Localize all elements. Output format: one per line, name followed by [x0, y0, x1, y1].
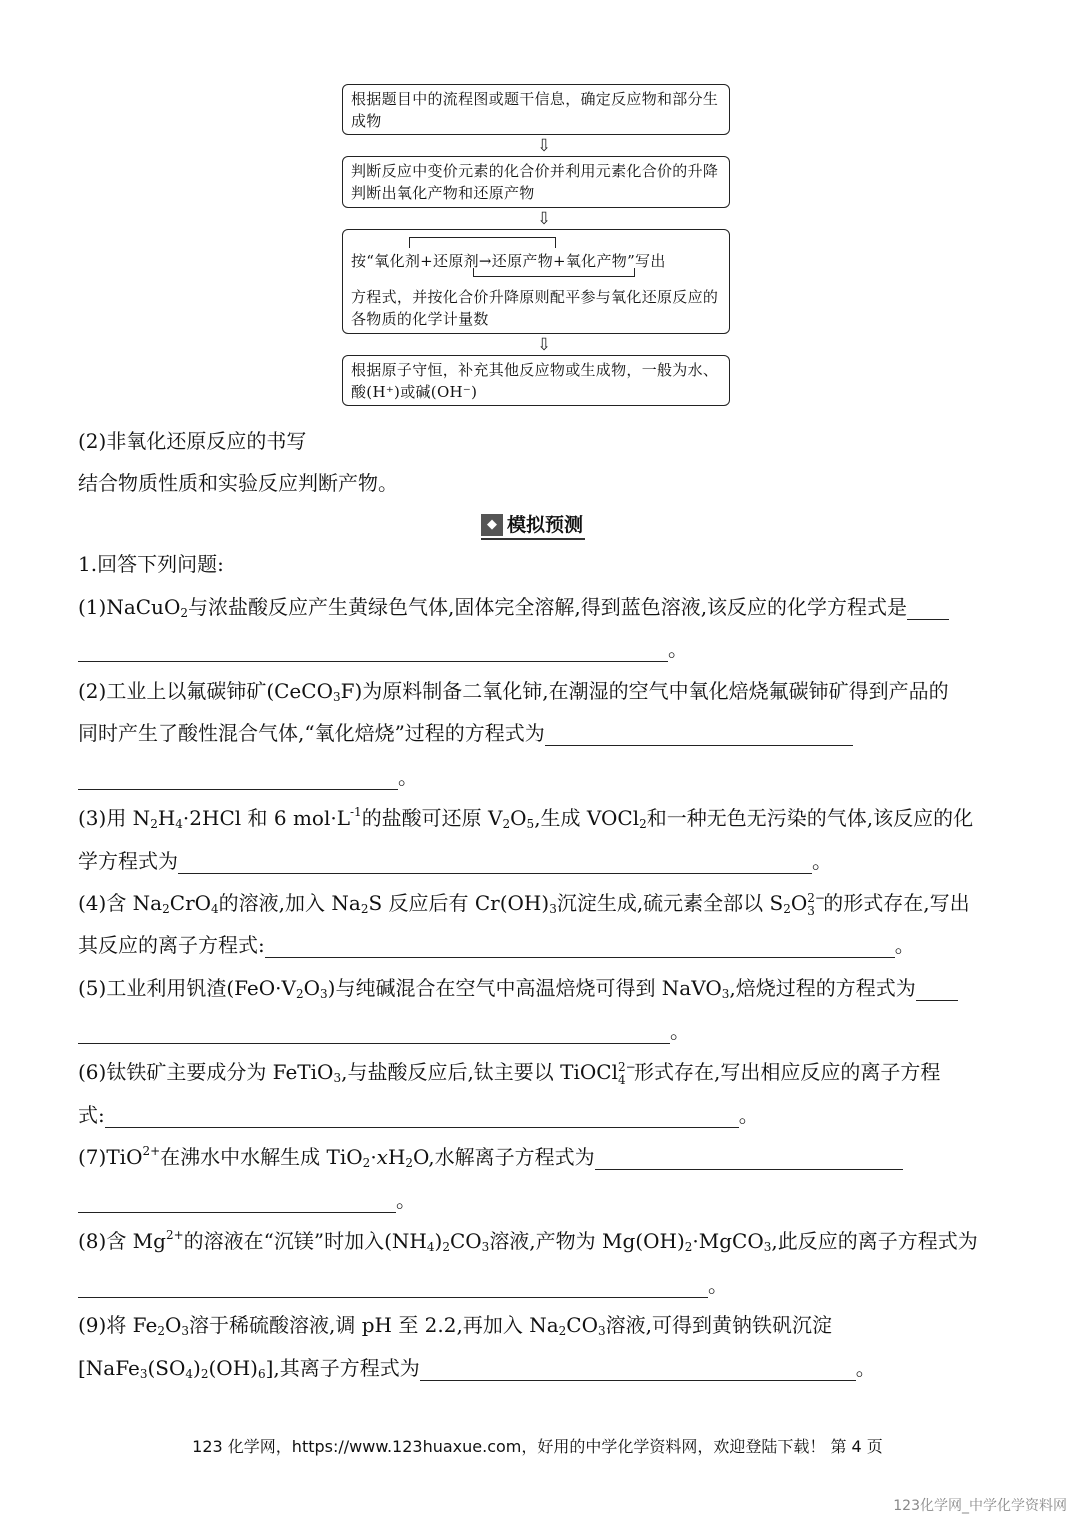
flow-step-1: 根据题目中的流程图或题干信息，确定反应物和部分生成物 [342, 84, 730, 135]
q3-text: (3)用 N [78, 806, 151, 830]
question-2-line3 [78, 764, 418, 790]
subsection-body: 结合物质性质和实验反应判断产物。 [78, 471, 398, 495]
flow-step-2: 判断反应中变价元素的化合价并利用元素化合价的升降判断出氧化产物和还原产物 [342, 156, 730, 208]
q4-text: 沉淀生成,硫元素全部以 S [556, 891, 784, 915]
electron-transfer-bracket-bottom [473, 268, 635, 277]
flow-step-3-line1: 按“氧化剂+还原剂→还原产物+氧化产物”写出 [351, 252, 666, 270]
answer-blank[interactable] [178, 853, 812, 874]
q8-text: 溶液,产物为 Mg(OH) [489, 1229, 685, 1253]
q1-text: (1)NaCuO [78, 595, 181, 619]
question-2-line2 [78, 720, 853, 746]
q1-text: 与浓盐酸反应产生黄绿色气体,固体完全溶解,得到蓝色溶液,该反应的化学方程式是 [187, 595, 908, 619]
question-9: (9)将 $Fe_2O_3$溶于稀硫酸溶液,调 pH 至 2.2,再加入 $Na_2CO_3$溶液,可得到黄钠铁矾沉淀 [78, 1313, 832, 1338]
q8-text: CO [449, 1229, 482, 1253]
down-arrow-icon: ⇩ [536, 335, 552, 355]
q8-text: (8)含 Mg [78, 1229, 166, 1253]
practice-header-label: 模拟预测 [507, 514, 584, 536]
period: 。 [894, 933, 915, 957]
q4-text: 的溶液,加入 Na [218, 891, 361, 915]
subsection-title: (2)非氧化还原反应的书写 [78, 429, 307, 453]
q7-text: O,水解离子方程式为 [413, 1145, 595, 1169]
q9-text: (9)将 Fe [78, 1313, 158, 1337]
q3-text: 学方程式为 [78, 849, 178, 873]
answer-blank[interactable] [78, 1192, 396, 1213]
question-3-line2 [78, 848, 832, 874]
question-1-line2 [78, 636, 688, 662]
question-3: (3)用 $N_2H_4\cdot 2HCl$ 和 6 $mol\cdot L^{-1}$的盐酸可还原 $V_2O_5$,生成 VOCl$_2$和一种无色无污染的气体,该反应的化 [78, 805, 974, 831]
period: 。 [708, 1273, 728, 1297]
answer-blank[interactable] [595, 1149, 903, 1170]
period: 。 [738, 1103, 759, 1127]
answer-blank[interactable] [907, 599, 949, 620]
q4-text: CrO [169, 891, 212, 915]
q2-text: F)为原料制备二氧化铈,在潮湿的空气中氧化焙烧氟碳铈矿得到产品的 [340, 679, 949, 703]
question-6-line2 [78, 1102, 759, 1128]
q3-text: ,生成 VOCl [534, 806, 640, 830]
diamond-icon: ◆ [481, 514, 503, 536]
answer-blank[interactable] [105, 1107, 739, 1128]
flow-step-3-line2: 方程式，并按化合价升降原则配平参与氧化还原反应的各物质的化学计量数 [351, 288, 719, 328]
question-5-line2 [78, 1018, 690, 1044]
question-1: (1)NaCuO$_2$与浓盐酸反应产生黄绿色气体,固体完全溶解,得到蓝色溶液,该反应的化学方程式是 [78, 594, 949, 620]
q2-text: 同时产生了酸性混合气体,“氧化焙烧”过程的方程式为 [78, 721, 545, 745]
q8-text: 的溶液在“沉镁”时加入(NH [183, 1229, 427, 1253]
q9-text: (SO [147, 1356, 186, 1380]
question-6: (6)钛铁矿主要成分为 FeTiO$_3$,与盐酸反应后,钛主要以 TiOCl 2− 4 形式存在,写出相应反应的离子方程 [78, 1059, 941, 1087]
answer-blank[interactable] [78, 769, 398, 790]
q4-text: 的形式存在,写出 [823, 891, 970, 915]
answer-blank[interactable] [916, 980, 958, 1001]
q6-text: (6)钛铁矿主要成分为 FeTiO [78, 1060, 334, 1084]
q3-text: 的盐酸可还原 V [361, 806, 503, 830]
q6-text: ,与盐酸反应后,钛主要以 TiOCl [341, 1060, 618, 1084]
page-footer: 123 化学网，https://www.123huaxue.com，好用的中学化学资料网，欢迎登陆下载！ 第 4 页 [192, 1437, 883, 1456]
answer-blank[interactable] [78, 1023, 670, 1044]
period: 。 [670, 1019, 690, 1043]
period: 。 [668, 637, 688, 661]
answer-blank[interactable] [420, 1360, 856, 1381]
answer-blank[interactable] [545, 725, 853, 746]
question-4: (4)含 $Na_2CrO_4$的溶液,加入 $Na_2S$ 反应后有 $Cr(OH)_3$沉淀生成,硫元素全部以 $S_2O$ 2− 3 的形式存在,写出 [78, 890, 970, 918]
practice-header [481, 512, 585, 540]
answer-blank[interactable] [78, 641, 668, 662]
q3-text: ·2HCl 和 6 mol·L [182, 806, 350, 830]
q9-text: ],其离子方程式为 [265, 1356, 420, 1380]
down-arrow-icon: ⇩ [536, 209, 552, 229]
answer-blank[interactable] [265, 937, 895, 958]
flow-step-4: 根据原子守恒，补充其他反应物或生成物，一般为水、酸(H⁺)或碱(OH⁻) [342, 355, 730, 406]
question-7-line2 [78, 1187, 416, 1213]
answer-blank[interactable] [78, 1277, 708, 1298]
q6-text: 式: [78, 1103, 105, 1127]
q5-text: )与纯碱混合在空气中高温焙烧可得到 NaVO [327, 976, 722, 1000]
q7-text: (7)TiO [78, 1145, 143, 1169]
q4-text: (4)含 Na [78, 891, 163, 915]
question-8-line2 [78, 1272, 728, 1298]
q6-text: 形式存在,写出相应反应的离子方程 [634, 1060, 941, 1084]
q7-text: 在沸水中水解生成 TiO [160, 1145, 363, 1169]
period: 。 [398, 765, 418, 789]
down-arrow-icon: ⇩ [536, 136, 552, 156]
question-9-line2: $[NaFe_3(SO_4)_2(OH)_6]$,其离子方程式为 。 [78, 1356, 876, 1381]
question-intro: 1.回答下列问题: [78, 552, 224, 576]
q7-text: · [370, 1145, 377, 1169]
question-2: (2)工业上以氟碳铈矿(CeCO$_3$F)为原料制备二氧化铈,在潮湿的空气中氧化焙烧氟碳铈矿得到产品的 [78, 679, 949, 704]
watermark: 123化学网_中学化学资料网 [893, 1498, 1067, 1514]
q9-text: 溶于稀硫酸溶液,调 pH 至 2.2,再加入 Na [189, 1313, 559, 1337]
q9-text: [NaFe [78, 1356, 140, 1380]
q9-text: (OH) [208, 1356, 258, 1380]
question-5: (5)工业利用钒渣$(FeO\cdot V_2O_3)$与纯碱混合在空气中高温焙烧可得到 NaVO$_3$,焙烧过程的方程式为 [78, 975, 958, 1001]
period: 。 [396, 1188, 416, 1212]
period: 。 [812, 849, 832, 873]
q8-text: ,此反应的离子方程式为 [771, 1229, 978, 1253]
q2-text: (2)工业上以氟碳铈矿(CeCO [78, 679, 333, 703]
q3-text: 和一种无色无污染的气体,该反应的化 [646, 806, 974, 830]
question-4-line2 [78, 932, 915, 958]
q4-text: S 反应后有 Cr(OH) [368, 891, 550, 915]
electron-transfer-bracket-top [409, 237, 556, 248]
question-8: (8)含 $Mg^{2+}$的溶液在“沉镁”时加入$(NH_4)_2CO_3$溶液,产物为 $Mg(OH)_2\cdot MgCO_3$,此反应的离子方程式为 [78, 1228, 978, 1254]
q5-text: (5)工业利用钒渣(FeO·V [78, 976, 296, 1000]
period: 。 [855, 1356, 876, 1380]
q8-text: ·MgCO [692, 1229, 764, 1253]
q4-text: 其反应的离子方程式: [78, 933, 265, 957]
q5-text: ,焙烧过程的方程式为 [729, 976, 916, 1000]
q9-text: 溶液,可得到黄钠铁矾沉淀 [605, 1313, 832, 1337]
q7-text: H [387, 1145, 406, 1169]
question-7: (7)TiO$^{2+}$在沸水中水解生成 $TiO_2\cdot xH_2O$,水解离子方程式为 [78, 1144, 903, 1170]
